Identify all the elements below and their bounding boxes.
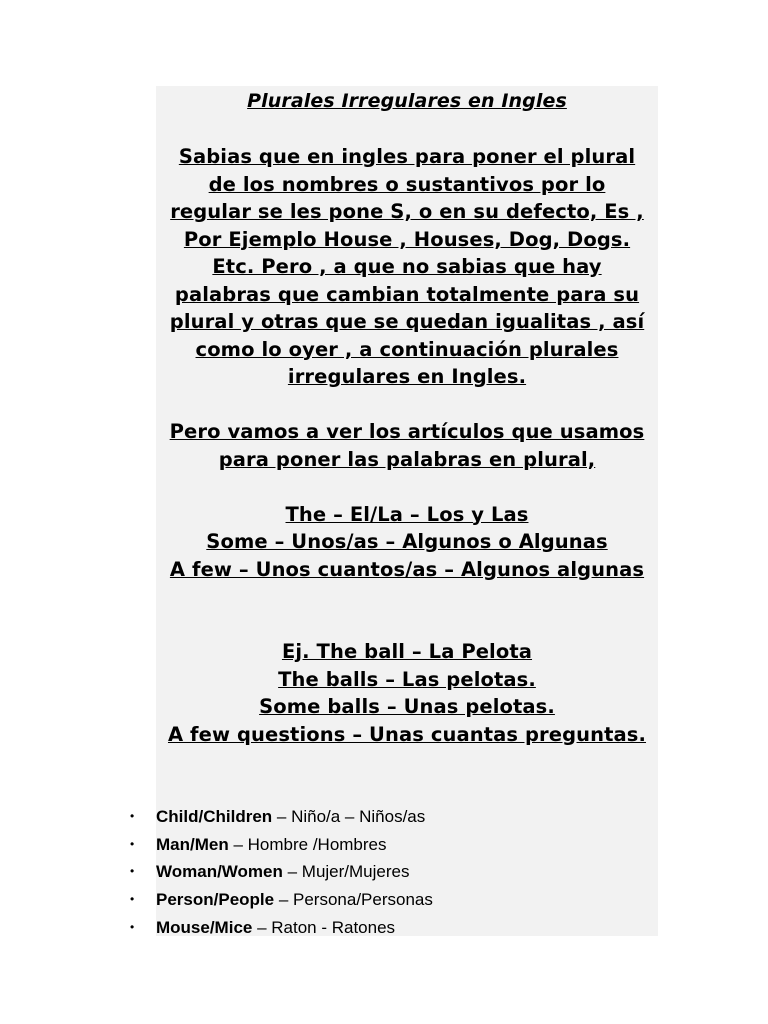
spacer [155, 583, 659, 638]
bullet-icon: • [130, 836, 135, 851]
irregular-plurals-list [130, 803, 433, 942]
list-item [130, 831, 433, 859]
document-title: Plurales Irregulares en Ingles [247, 90, 567, 112]
vocab-translation: – Mujer/Mujeres [282, 862, 410, 882]
vocab-term: Mouse/Mice [156, 917, 253, 937]
vocab-translation: – Persona/Personas [274, 890, 433, 910]
intro-line: irregulares en Ingles. [287, 365, 527, 388]
vocab-translation: – Raton - Ratones [252, 917, 396, 937]
bullet-icon: • [130, 892, 135, 907]
bullet-icon: • [130, 864, 135, 879]
articles-list [155, 501, 659, 584]
articles-intro-line: para poner las palabras en plural, [218, 447, 596, 471]
list-item [130, 886, 433, 914]
article-line: A few – Unos cuantos/as – Algunos algunas [169, 557, 645, 581]
examples-list [155, 638, 659, 748]
list-item [130, 803, 433, 831]
intro-line: Sabias que en ingles para poner el plural [178, 145, 636, 168]
articles-intro-paragraph [155, 418, 659, 473]
vocab-term: Child/Children [156, 807, 273, 826]
document-body [155, 88, 659, 748]
list-item [130, 858, 433, 886]
vocab-term: Man/Men [156, 834, 229, 854]
spacer [155, 473, 659, 501]
vocab-translation: – Hombre /Hombres [228, 834, 387, 854]
vocab-term: Person/People [156, 890, 275, 910]
intro-line: como lo oyer , a continuación plurales [195, 337, 619, 361]
list-item [130, 914, 433, 942]
intro-line: regular se les pone S, o en su defecto, Es , [170, 200, 644, 223]
intro-line: Por Ejemplo House , Houses, Dog, Dogs. [183, 227, 631, 251]
intro-line: Etc. Pero , a que no sabias que hay [212, 255, 602, 278]
intro-line: palabras que cambian totalmente para su [174, 282, 640, 306]
vocab-term: Woman/Women [156, 862, 283, 882]
spacer [155, 391, 659, 419]
bullet-icon: • [130, 919, 135, 934]
intro-line: plural y otras que se quedan igualitas , así [169, 310, 645, 333]
intro-line: de los nombres o sustantivos por lo [208, 172, 606, 196]
article-line: The – El/La – Los y Las [285, 502, 529, 526]
example-line: A few questions – Unas cuantas preguntas. [167, 722, 647, 746]
example-line: Some balls – Unas pelotas. [259, 695, 555, 718]
intro-paragraph [155, 143, 659, 391]
vocab-translation: – Niño/a – Niños/as [272, 807, 426, 826]
article-line: Some – Unos/as – Algunos o Algunas [206, 530, 608, 553]
example-line: Ej. The ball – La Pelota [281, 640, 533, 663]
spacer [155, 116, 659, 144]
example-line: The balls – Las pelotas. [278, 667, 536, 691]
articles-intro-line: Pero vamos a ver los artículos que usamos [169, 420, 645, 443]
bullet-icon: • [130, 809, 135, 823]
